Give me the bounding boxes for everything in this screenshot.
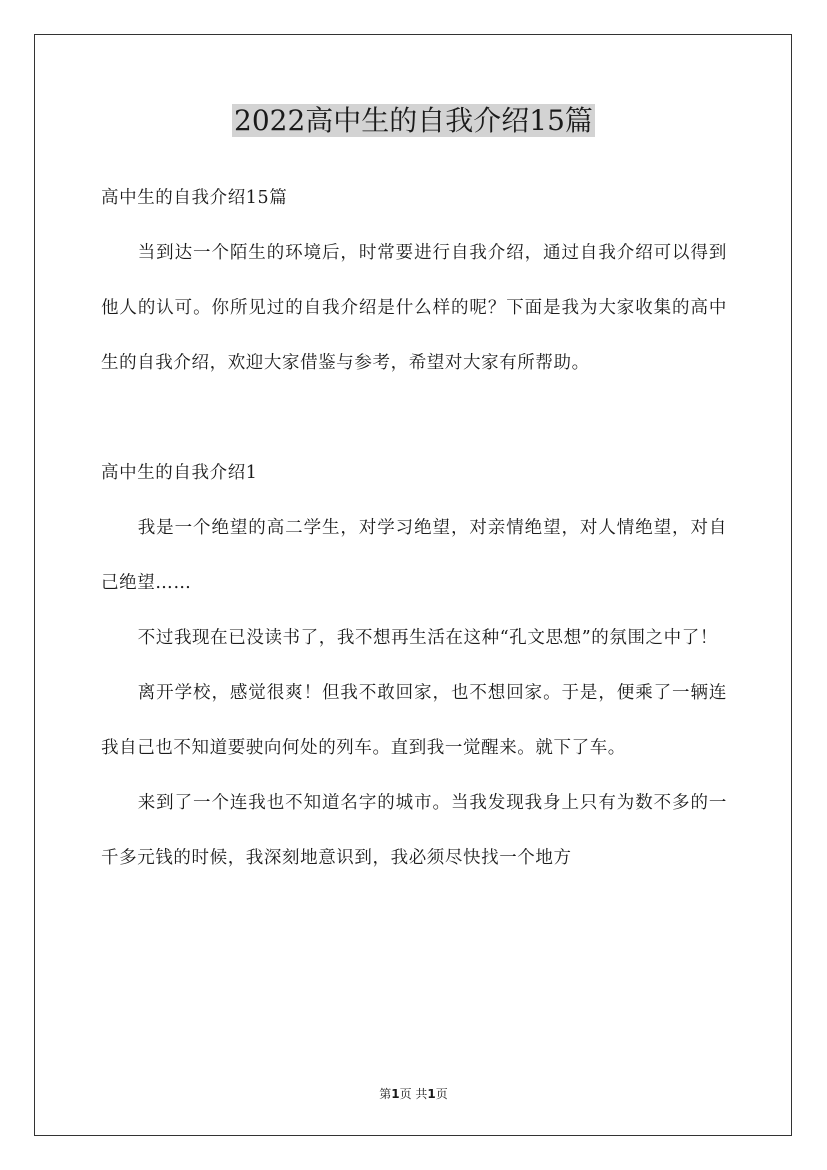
footer-suffix: 页: [435, 1087, 448, 1101]
body-paragraph: 离开学校，感觉很爽！但我不敢回家，也不想回家。于是，便乘了一辆连我自己也不知道要驶向何处的列车。直到我一觉醒来。就下了车。: [101, 683, 727, 758]
body-paragraph: 我是一个绝望的高二学生，对学习绝望，对亲情绝望，对人情绝望，对自己绝望……: [101, 518, 727, 593]
current-page-number: 1: [391, 1087, 400, 1101]
spacer: [101, 391, 727, 446]
subtitle: 高中生的自我介绍15篇: [101, 188, 288, 208]
intro-paragraph: 当到达一个陌生的环境后，时常要进行自我介绍，通过自我介绍可以得到他人的认可。你所见过的自我介绍是什么样的呢？下面是我为大家收集的高中生的自我介绍，欢迎大家借鉴与参考，希望对大家有所帮助。: [101, 243, 727, 373]
document-body: [101, 171, 727, 886]
footer-mid: 页 共: [399, 1087, 428, 1101]
body-paragraph: 不过我现在已没读书了，我不想再生活在这种“孔文思想”的氛围之中了！: [137, 628, 718, 648]
document-title-row: [0, 101, 827, 141]
footer-prefix: 第: [379, 1087, 392, 1101]
total-page-number: 1: [427, 1087, 436, 1101]
body-paragraph: 来到了一个连我也不知道名字的城市。当我发现我身上只有为数不多的一千多元钱的时候，我深刻地意识到，我必须尽快找一个地方: [101, 793, 727, 868]
section-heading: 高中生的自我介绍1: [101, 463, 258, 483]
document-title: 2022高中生的自我介绍15篇: [234, 104, 593, 137]
page-footer: [0, 1085, 827, 1102]
